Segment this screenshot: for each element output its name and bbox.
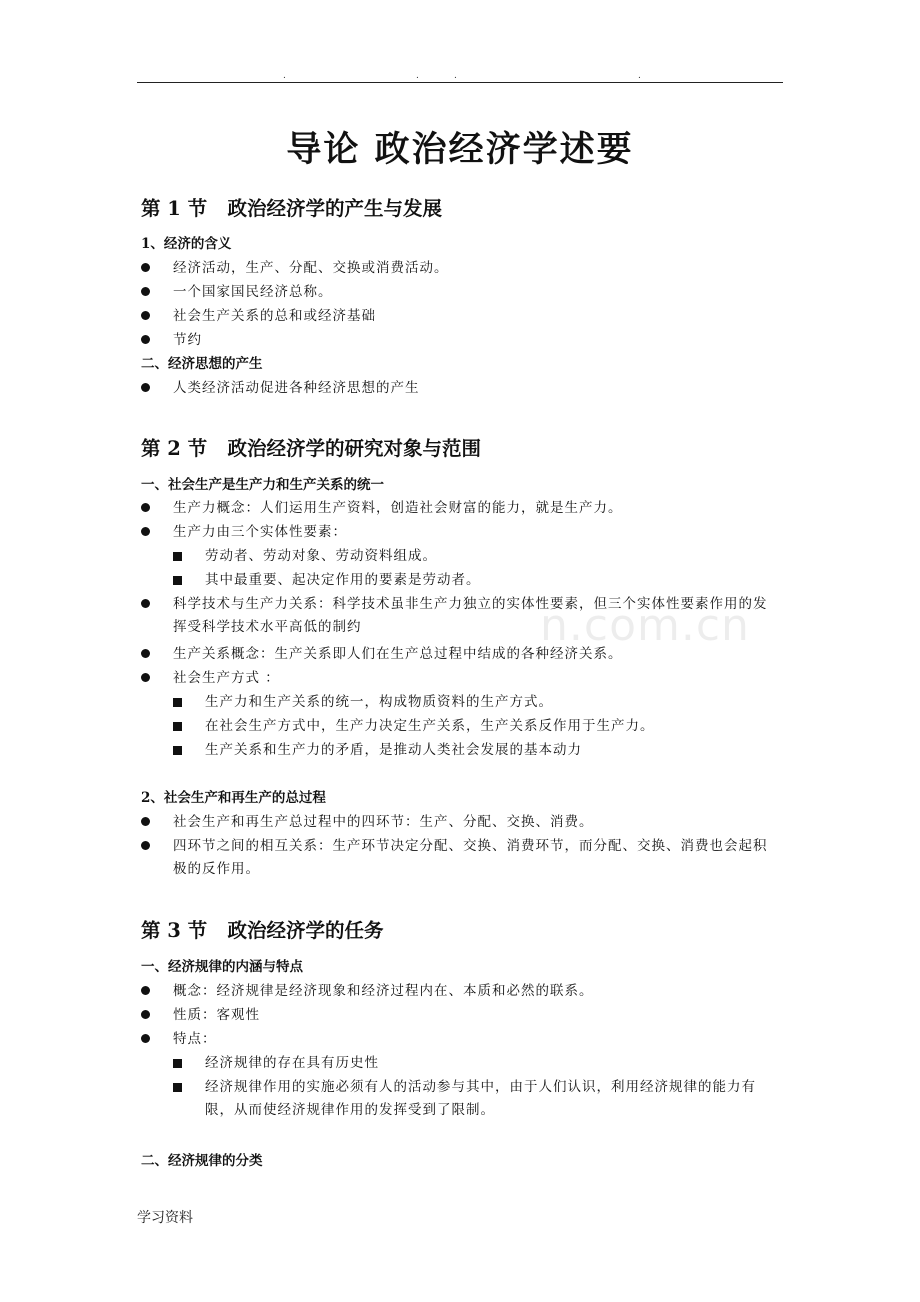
bullet-icon xyxy=(141,311,150,320)
bullet-icon xyxy=(141,1034,150,1043)
watermark: n.com.cn xyxy=(540,600,750,651)
header-dot: . xyxy=(283,71,286,81)
bullet-icon xyxy=(141,599,150,608)
bullet-icon xyxy=(141,335,150,344)
bullet-icon xyxy=(141,287,150,296)
square-bullet-icon xyxy=(173,746,182,755)
bullet-icon xyxy=(141,1010,150,1019)
bullet-icon xyxy=(141,383,150,392)
square-bullet-icon xyxy=(173,576,182,585)
bullet-icon xyxy=(141,503,150,512)
square-bullet-icon xyxy=(173,698,182,707)
bullet-icon xyxy=(141,263,150,272)
subsection-heading: 1、经济的含义 xyxy=(141,236,232,252)
bullet-icon xyxy=(141,649,150,658)
header-rule xyxy=(137,82,783,83)
bullet-icon xyxy=(141,817,150,826)
bullet-icon xyxy=(141,673,150,682)
bullet-icon xyxy=(141,527,150,536)
section-heading: 第 1 节 政治经济学的产生与发展 xyxy=(141,197,443,220)
page-footer: 学习资料 xyxy=(137,1210,193,1226)
document-page: . . . . 导论 政治经济学述要 第 1 节 政治经济学的产生与发展 1、经济的含义 经济活动，生产、分配、交换或消费活动。 一个国家国民经济总称。 社会生产关系的总和或经济基础 节约 二、经济思想的产生 人类经济活动促进各种经济思想的产生 第 2 节 政治经济学的研究对象与范围 一、社会生产是生产力和生产关系的统一 生产力概念：人们运用生产资料，创造社会财富的能力，就是生产力。 生产力由三个实体性要素： 劳动者、劳动对象、劳动资料组成。 其中最重要、起决定作用的要素是劳动者。 科学技术与生产力关系：科学技术虽非生产力独立的实体性要素，但三个实体性要素作用的发挥受科学技术水平高低的制约 生产关系概念：生产关系即人们在生产总过程中结成的各种经济关系。 社会生产方式 ： 生产力和生产关系的统一，构成物质资料的生产方式。 在社会生产方式中，生产力决定生产关系，生产关系反作用于生产力。 生产关系和生产力的矛盾，是推动人类社会发展的基本动力 2、社会生产和再生产的总过程 社会生产和再生产总过程中的四环节：生产、分配、交换、消费。 四环节之间的相互关系：生产环节决定分配、交换、消费环节，而分配、交换、消费也会起积极的反作用。 第 3 节 政治经济学的任务 一、经济规律的内涵与特点 概念：经济规律是经济现象和经济过程内在、本质和必然的联系。 性质：客观性 特点： 经济规律的存在具有历史性 经济规律作用的实施必须有人的活动参与其中，由于人们认识，利用经济规律的能力有限，从而使经济规律作用的发挥受到了限制。 二、经济规律的分类 n.com.cn 学习资料 xyxy=(0,0,920,1302)
square-bullet-icon xyxy=(173,1083,182,1092)
subsection-heading: 一、社会生产是生产力和生产关系的统一 xyxy=(141,477,384,493)
section-heading: 第 2 节 政治经济学的研究对象与范围 xyxy=(141,437,482,460)
subsection-heading: 2、社会生产和再生产的总过程 xyxy=(141,790,326,806)
subsection-heading: 一、经济规律的内涵与特点 xyxy=(141,959,303,975)
header-dot: . xyxy=(416,71,419,81)
header-dot: . xyxy=(454,71,457,81)
bullet-icon xyxy=(141,986,150,995)
square-bullet-icon xyxy=(173,552,182,561)
document-title: 导论 政治经济学述要 xyxy=(286,129,634,170)
subsection-heading: 二、经济规律的分类 xyxy=(141,1153,263,1169)
square-bullet-icon xyxy=(173,722,182,731)
section-heading: 第 3 节 政治经济学的任务 xyxy=(141,919,384,942)
header-dot: . xyxy=(638,71,641,81)
square-bullet-icon xyxy=(173,1059,182,1068)
bullet-icon xyxy=(141,841,150,850)
subsection-heading: 二、经济思想的产生 xyxy=(141,356,263,372)
